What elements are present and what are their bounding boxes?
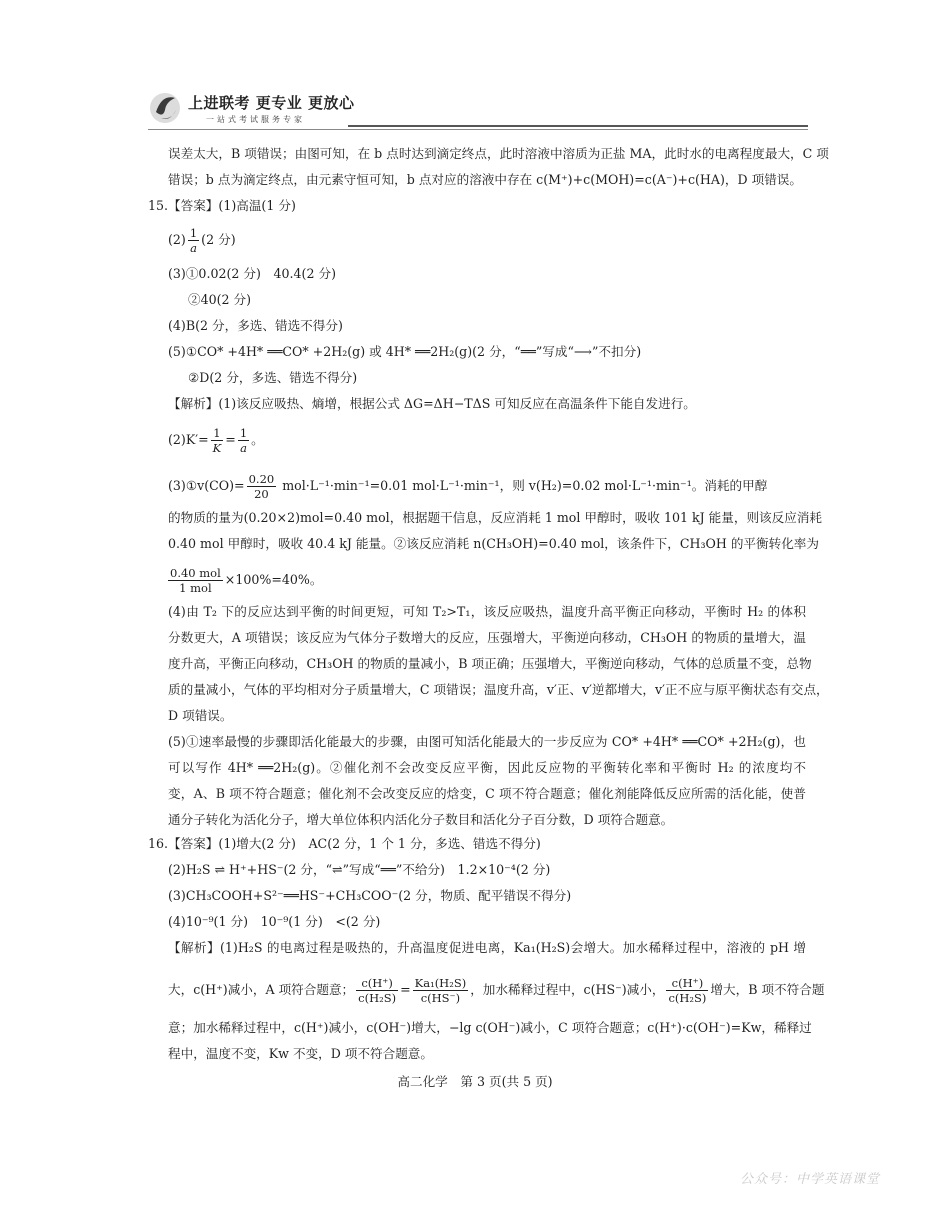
- text-line: 变，A、B 项不符合题意；催化剂不会改变反应的焓变，C 项不符合题意；催化剂能降低反应所需的活化能，使普: [168, 786, 806, 801]
- fraction: [356, 976, 398, 1005]
- analysis-15-3-percent: ×100%=40%。: [224, 572, 323, 587]
- fraction-numerator: c(H⁺): [666, 976, 708, 991]
- fraction-denominator: c(H₂S): [358, 991, 397, 1005]
- analysis-15-3: [168, 472, 767, 501]
- analysis-15-2-end: 。: [251, 432, 264, 447]
- fraction-numerator: c(H⁺): [356, 976, 398, 991]
- analysis-16-2-c: 增大，B 项不符合题: [710, 982, 825, 997]
- fraction-numerator: 0.20: [248, 472, 275, 486]
- analysis-15-3-result: [168, 566, 322, 595]
- header-rule-thin: [148, 129, 808, 130]
- answer-16-4: (4)10⁻⁹(1 分) 10⁻⁹(1 分) <(2 分): [168, 914, 381, 929]
- text-line: 的物质的量为(0.20×2)mol=0.40 mol，根据题干信息，反应消耗 1 mol 甲醇时，吸收 101 kJ 能量，则该反应消耗: [168, 510, 823, 525]
- text-line: 度升高，平衡正向移动，CH₃OH 的物质的量减小，B 项正确；压强增大，平衡逆向移动，气体的总质量不变，总物: [168, 656, 812, 671]
- answer-15-2-label: (2): [168, 232, 186, 247]
- brand-subtitle: 一站式考试服务专家: [206, 115, 305, 124]
- text-line: D 项错误。: [168, 708, 233, 723]
- fraction: [238, 426, 249, 455]
- brand-name: 上进联考 更专业 更放心: [188, 94, 355, 112]
- page-header: [148, 88, 808, 132]
- analysis-15-3-label: (3)①v(CO)=: [168, 478, 245, 493]
- header-rule: [348, 125, 808, 127]
- fraction-denominator: 1 mol: [179, 581, 212, 595]
- text-line: 可以写作 4H* ══2H₂(g)。②催化剂不会改变反应平衡，因此反应物的平衡转化率和平衡时 H₂ 的浓度均不: [168, 760, 806, 775]
- fraction: [211, 426, 224, 455]
- fraction-numerator: 0.40 mol: [170, 566, 221, 580]
- analysis-15-2: (2)K′= $\frac{1}{K}$ = $\frac{1}{a}$ 。: [168, 426, 264, 455]
- answer-16-2: (2)H₂S ⇌ H⁺+HS⁻(2 分，“⇌”写成“══”不给分) 1.2×10⁻⁴(2 分): [168, 862, 551, 877]
- fraction-denominator: c(H₂S): [668, 991, 707, 1005]
- fraction: [247, 472, 277, 501]
- text-line: 程中，温度不变，Kw 不变，D 项不符合题意。: [168, 1046, 433, 1061]
- analysis-16-2-a: 大，c(H⁺)减小，A 项符合题意；: [168, 982, 355, 997]
- fraction: [188, 226, 199, 255]
- fraction-denominator: a: [190, 241, 197, 255]
- fraction-numerator: 1: [239, 426, 248, 440]
- fraction-denominator: 20: [254, 487, 269, 501]
- answer-15-3: (3)①0.02(2 分) 40.4(2 分): [168, 266, 336, 281]
- text-line: 通分子转化为活化分子，增大单位体积内活化分子数目和活化分子百分数，D 项符合题意。: [168, 812, 674, 827]
- fraction-denominator: K: [212, 441, 222, 455]
- fraction-denominator: a: [240, 441, 247, 455]
- text-line: 误差太大，B 项错误；由图可知，在 b 点时达到滴定终点，此时溶液中溶质为正盐 MA，此时水的电离程度最大，C 项: [168, 146, 829, 161]
- fraction-denominator: c(HS⁻): [420, 991, 461, 1005]
- text-line: 质的量减小，气体的平均相对分子质量增大，C 项错误；温度升高，v′正、v′逆都增大，v′正不应与原平衡状态有交点，: [168, 682, 829, 697]
- fraction-numerator: 1: [211, 426, 224, 441]
- text-line: 分数更大，A 项错误；该反应为气体分子数增大的反应，压强增大，平衡逆向移动，CH₃OH 的物质的量增大，温: [168, 630, 806, 645]
- text-line: 0.40 mol 甲醇时，吸收 40.4 kJ 能量。②该反应消耗 n(CH₃OH)=0.40 mol，该条件下，CH₃OH 的平衡转化率为: [168, 536, 819, 551]
- answer-15-2-score: (2 分): [201, 232, 236, 247]
- analysis-15-2-label: (2)K′=: [168, 432, 209, 447]
- equals-sign: =: [400, 982, 411, 997]
- answer-16-3: (3)CH₃COOH+S²⁻══HS⁻+CH₃COO⁻(2 分，物质、配平错误不得分): [168, 888, 572, 903]
- analysis-15-1: 【解析】(1)该反应吸热、熵增，根据公式 ΔG=ΔH−TΔS 可知反应在高温条件下能自发进行。: [168, 396, 696, 411]
- analysis-16-2: [168, 976, 824, 1005]
- answer-15-5: (5)①CO* +4H* ══CO* +2H₂(g) 或 4H* ══2H₂(g)(2 分，“══”写成“⟶”不扣分): [168, 344, 642, 359]
- watermark: 公众号：中学英语课堂: [740, 1172, 881, 1187]
- answer-15-2: [168, 226, 236, 255]
- analysis-16-2-b: ，加水稀释过程中，c(HS⁻)减小，: [470, 982, 665, 997]
- text-line: 错误；b 点为滴定终点，由元素守恒可知，b 点对应的溶液中存在 c(M⁺)+c(MOH)=c(A⁻)+c(HA)，D 项错误。: [168, 172, 802, 187]
- text-line: (5)①速率最慢的步骤即活化能最大的步骤，由图可知活化能最大的一步反应为 CO* +4H* ══CO* +2H₂(g)，也: [168, 734, 806, 749]
- brand-logo-icon: [148, 88, 182, 128]
- text-line: 【解析】(1)H₂S 的电离过程是吸热的，升高温度促进电离，Ka₁(H₂S)会增大。加水稀释过程中，溶液的 pH 增: [168, 940, 806, 955]
- fraction: [413, 976, 469, 1005]
- answer-16-heading: 16.【答案】(1)增大(2 分) AC(2 分，1 个 1 分，多选、错选不得分): [148, 836, 541, 851]
- answer-15-5b: ②D(2 分，多选、错选不得分): [188, 370, 358, 385]
- fraction: [168, 566, 223, 595]
- text-line: 意；加水稀释过程中，c(H⁺)减小，c(OH⁻)增大，−lg c(OH⁻)减小，C 项符合题意；c(H⁺)·c(OH⁻)=Kw，稀释过: [168, 1020, 812, 1035]
- fraction-numerator: Ka₁(H₂S): [414, 976, 467, 990]
- fraction-numerator: 1: [189, 226, 198, 240]
- answer-15-heading: 15.【答案】(1)高温(1 分): [148, 198, 296, 213]
- answer-15-3b: ②40(2 分): [188, 292, 252, 307]
- text-line: (4)由 T₂ 下的反应达到平衡的时间更短，可知 T₂>T₁，该反应吸热，温度升高平衡正向移动，平衡时 H₂ 的体积: [168, 604, 806, 619]
- page-footer: 高二化学 第 3 页(共 5 页): [397, 1074, 553, 1089]
- fraction: [666, 976, 708, 1005]
- answer-15-4: (4)B(2 分，多选、错选不得分): [168, 318, 343, 333]
- analysis-15-3-rest: mol·L⁻¹·min⁻¹=0.01 mol·L⁻¹·min⁻¹，则 v(H₂)=0.02 mol·L⁻¹·min⁻¹。消耗的甲醇: [282, 478, 768, 493]
